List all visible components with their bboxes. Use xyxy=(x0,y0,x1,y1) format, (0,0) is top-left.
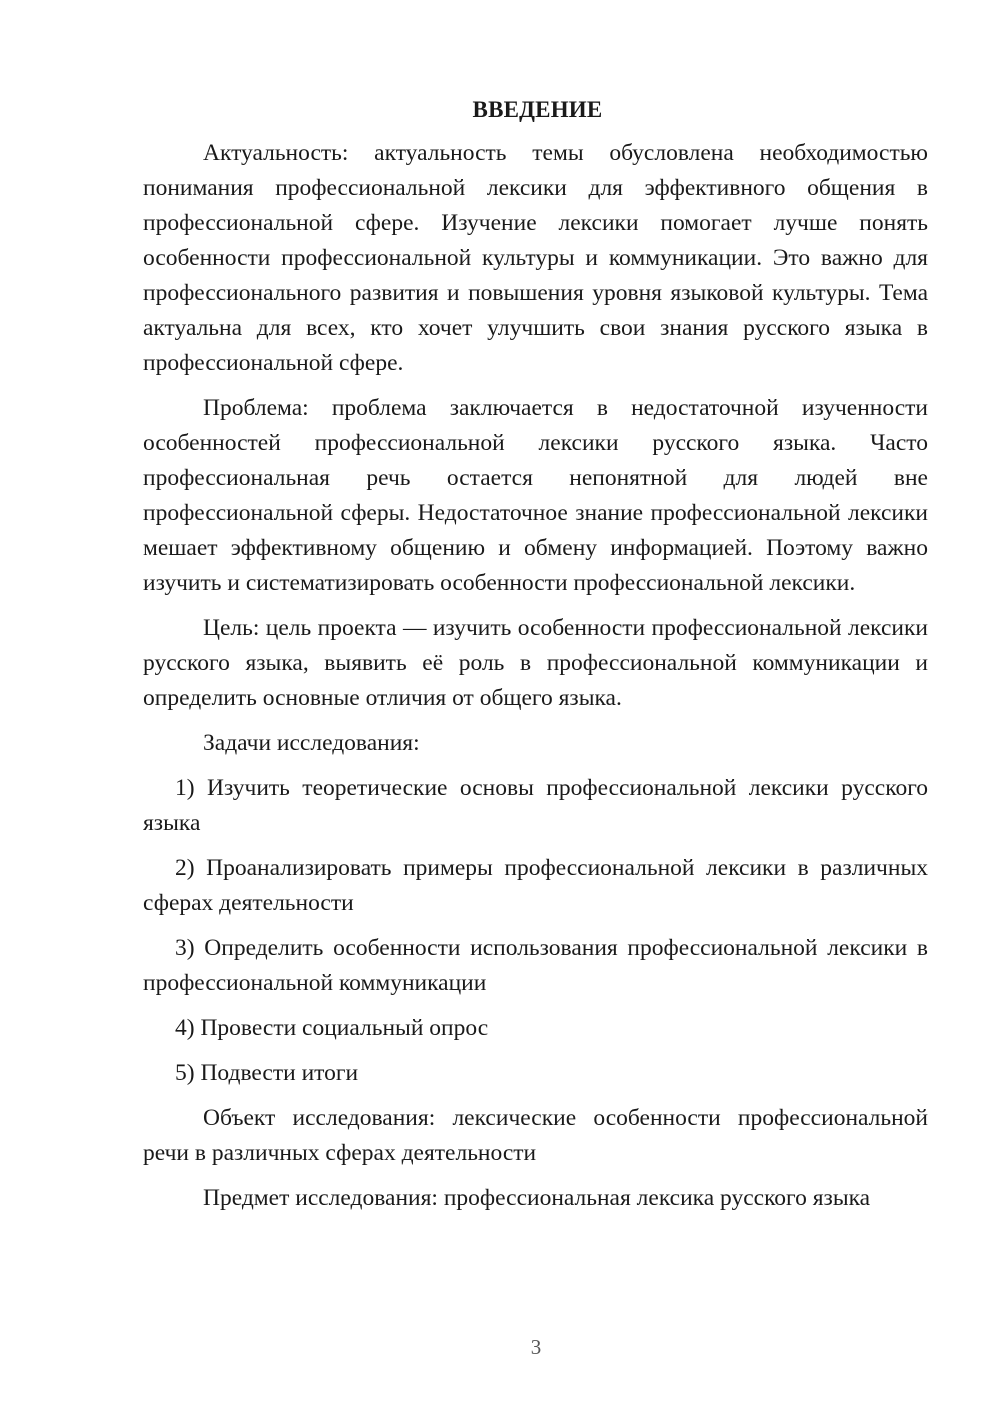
goal-paragraph: Цель: цель проекта — изучить особенности профессиональной лексики русского языка, выявить её роль в профессиональной коммуникации и определить основные отличия от общего языка. xyxy=(143,615,928,711)
tasks-heading: Задачи исследования: xyxy=(203,730,420,756)
page-number: 3 xyxy=(530,1335,542,1359)
relevance-paragraph: Актуальность: актуальность темы обусловлена необходимостью понимания профессиональной лексики для эффективного общения в профессиональной сфере. Изучение лексики помогает лучше понять особенности профессиональной культуры и коммуникации. Это важно для профессионального развития и повышения уровня языковой культуры. Тема актуальна для всех, кто хочет улучшить свои знания русского языка в профессиональной сфере. xyxy=(143,140,928,376)
document-body xyxy=(143,94,928,1226)
subject-paragraph: Предмет исследования: профессиональная лексика русского языка xyxy=(203,1185,871,1211)
section-title: ВВЕДЕНИЕ xyxy=(472,97,603,122)
task-item-2: 2) Проанализировать примеры профессиональной лексики в различных сферах деятельности xyxy=(143,855,928,916)
task-item-1: 1) Изучить теоретические основы профессиональной лексики русского языка xyxy=(143,775,928,836)
task-item-4: 4) Провести социальный опрос xyxy=(175,1015,489,1041)
task-item-3: 3) Определить особенности использования профессиональной лексики в профессиональной коммуникации xyxy=(143,935,928,996)
problem-paragraph: Проблема: проблема заключается в недостаточной изученности особенностей профессиональной лексики русского языка. Часто профессиональная речь остается непонятной для людей вне профессиональной сферы. Недостаточное знание профессиональной лексики мешает эффективному общению и обмену информацией. Поэтому важно изучить и систематизировать особенности профессиональной лексики. xyxy=(143,395,928,596)
task-item-5: 5) Подвести итоги xyxy=(175,1060,359,1086)
object-paragraph: Объект исследования: лексические особенности профессиональной речи в различных сферах деятельности xyxy=(143,1105,928,1166)
